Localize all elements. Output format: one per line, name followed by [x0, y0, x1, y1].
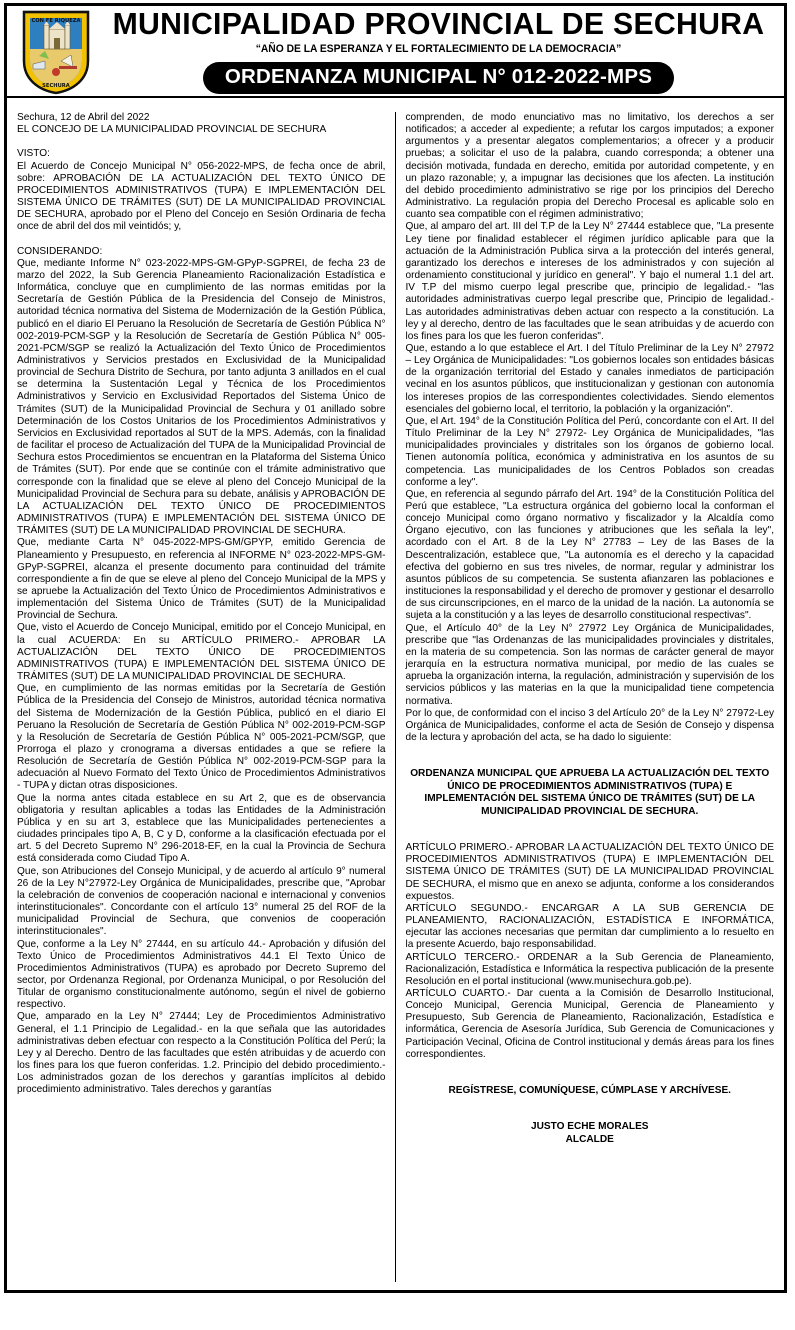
- place-and-date: Sechura, 12 de Abril del 2022: [17, 112, 150, 123]
- visto-heading: VISTO:: [17, 148, 50, 160]
- considerando-paragraph-1: Que, mediante Informe N° 023-2022-MPS-GM-GPyP-SGPREI, de fecha 23 de marzo del 2022, la Sub Gerencia Planeamiento Racionalización Estadística e Informática, concluye que en cumplimiento de las normas emitidas por la Secretaría de Gestión Pública de la Presidencia del Consejo de Ministros, autoridad técnica normativa del Sistema de Modernización de la Gestión Pública, publicó en el diario El Peruano la Resolución de Secretaría de Gestión Pública N° 002-2019-PCM-SGP y la Resolución de Secretaría de Gestión Pública N° 005-2021-PCM/SGP se realizó la Actualización del Texto Único de Procedimientos Administrativos y Servicios prestados en Exclusividad de la Municipalidad provincial de Sechura Distrito de Sechura, por tanto adjunta 3 anillados en el cual se determina la Sustentación Legal y Técnica de los Procedimientos Administrativos y Servicio en Exclusividad Reportados del Sistema Único de Trámites (SUT) de la Municipalidad Provincial de Sechura y 01 anillado sobre Determinación de los Costos Unitarios de los Procedimientos Administrativos y Servicios en Exclusividad reportados al SUT de la MPS. Además, con la finalidad de facilitar el proceso de Actualización del TUPA de la Municipalidad Provincial de Sechura estos Procedimientos se encuentran en la Plataforma del Sistema Único de Trámites (SUT). Por ende que se continúe con el trámite administrativo que corresponde con la finalidad que se eleve al pleno del Concejo Municipal de la Municipalidad Provincial de Sechura para su debate, análisis y APROBACIÓN DE LA ACTUALIZACIÓN DEL TEXTO ÚNICO DE PROCEDIMIENTOS ADMINISTRATIVOS (TUPA) E IMPLEMENTACIÓN DEL SISTEMA ÚNICO DE TRÁMITES (SUT) DE LA MUNICIPALIDAD PROVINCIAL DE SECHURA.: [17, 257, 386, 537]
- visto-paragraph: El Acuerdo de Concejo Municipal N° 056-2022-MPS, de fecha once de abril, sobre: APROBACIÓN DE LA ACTUALIZACIÓN DEL TEXTO ÚNICO DE PROCEDIMIENTOS ADMINISTRATIVOS (TUPA) E IMPLEMENTACIÓN DEL SISTEMA ÚNICO DE TRÁMITES (SUT) DE LA MUNICIPALIDAD PROVINCIAL DE SECHURA, aprobado por el Pleno del Concejo en Sesión Ordinaria de fecha once de abril del dos mil veintidós; y,: [17, 160, 386, 233]
- considerando-paragraph-5: Que la norma antes citada establece en su Art 2, que es de observancia obligatoria y resultan aplicables a todas las Entidades de la Administración Pública y en su art 3, establece que las Municipalidades pertenecientes a ciudades principales tipo A, B, C y D, conforme a la clasificación efectuada por el art. 5 del Decreto Supremo N° 296-2018-EF, en la cual la Provincia de Sechura está considerada como Ciudad Tipo A.: [17, 792, 386, 865]
- signature-role: ALCALDE: [565, 1133, 614, 1145]
- right-paragraph-5: Que, en referencia al segundo párrafo del Art. 194° de la Constitución Política del Perú que establece, "La estructura orgánica del gobierno local la conforman el concejo Municipal como órgano normativo y fiscalizador y la Alcaldía como Órgano ejecutivo, con las funciones y atribuciones que les señala la ley", acordado con el Art. 8 de la Ley N° 27783 – Ley de las Bases de la Descentralización, establece que, "La autonomía es el derecho y la capacidad efectiva del gobierno en sus tres niveles, de normar, regular y administrar los asuntos públicos de su competencia. Se sustenta afianzaren las poblaciones e instituciones la responsabilidad y el derecho de promover y gestionar el desarrollo de sus circunscripciones, en el marco de la unidad de la nación. La autonomía se sujeta a la constitución y a las leyes de desarrollo constitucional respectivas".: [405, 488, 774, 622]
- spacer: [406, 1073, 775, 1085]
- svg-text:SECHURA: SECHURA: [42, 83, 70, 89]
- spacer: [406, 1097, 775, 1109]
- council-heading: EL CONCEJO DE LA MUNICIPALIDAD PROVINCIAL DE SECHURA: [17, 124, 327, 136]
- coat-of-arms-icon: [19, 9, 93, 95]
- spacer: [17, 234, 386, 246]
- spacer: [406, 818, 775, 830]
- header-text-block: [99, 8, 778, 94]
- considerando-paragraph-7: Que, conforme a la Ley N° 27444, en su artículo 44.- Aprobación y difusión del Texto Único de Procedimientos Administrativos 44.1 El Texto Único de Procedimientos Administrativos (TUPA) es aprobado por Decreto Supremo del sector, por Ordenanza Regional, por Ordenanza Municipal, o por Resolución del Titular de organismo constitucionalmente autónomo, según el nivel de gobierno respectivo.: [17, 938, 386, 1011]
- article-tercero: ARTÍCULO TERCERO.- ORDENAR a la Sub Gerencia de Planeamiento, Racionalización, Estadística e Informática la respectiva publicación de la presente Resolución en el portal institucional (www.munisechura.gob.pe).: [405, 951, 774, 987]
- svg-text:CON FE RIQUEZA: CON FE RIQUEZA: [31, 18, 81, 24]
- left-column: [17, 112, 396, 1282]
- considerando-heading: CONSIDERANDO:: [17, 245, 103, 257]
- considerando-paragraph-8: Que, amparado en la Ley N° 27444; Ley de Procedimientos Administrativo General, el 1.1 Principio de Legalidad.- en la que señala que las autoridades administrativas deben efectuar con respecto a la Constitución Política del Perú; la Ley y al Derecho. Dentro de las facultades que estén atribuidas y de acuerdo con los fines para los que fueron conferidas. 1.2. Principio del debido procedimiento.- Los administrados gozan de los derechos y garantías implícitos al debido procedimiento administrativo. Tales derechos y garantías: [17, 1011, 386, 1096]
- page-title: MUNICIPALIDAD PROVINCIAL DE SECHURA: [112, 7, 765, 41]
- article-primero: ARTÍCULO PRIMERO.- APROBAR LA ACTUALIZACIÓN DEL TEXTO ÚNICO DE PROCEDIMIENTOS ADMINISTRATIVOS (TUPA) E IMPLEMENTACIÓN DEL SISTEMA ÚNICO DE TRÁMITES (SUT) DE LA MUNICIPALIDAD PROVINCIAL DE SECHURA, el mismo que en anexo se adjunta, conforme a los considerandos expuestos.: [405, 842, 774, 902]
- ordinance-number-badge: ORDENANZA MUNICIPAL N° 012-2022-MPS: [203, 62, 674, 94]
- document-body: [7, 98, 784, 1290]
- document-page: [4, 3, 787, 1293]
- spacer: [406, 744, 775, 756]
- considerando-paragraph-6: Que, son Atribuciones del Consejo Municipal, y de acuerdo al artículo 9° numeral 26 de la Ley N°27972-Ley Orgánica de Municipalidades, prescribe que, "Aprobar la celebración de convenios de cooperación nacional e internacional y convenios interinstitucionales". Concordante con el artículo 13° numeral 25 del ROF de la municipalidad Provincial de Sechura, que convenios de cooperación interinstitucionales".: [17, 865, 386, 938]
- right-paragraph-6: Que, el Artículo 40° de la Ley N° 27972 Ley Orgánica de Municipalidades, prescribe que "las Ordenanzas de las municipalidades provinciales y distritales, en la materia de su competencia. Son las normas de carácter general de mayor jerarquía en la estructura normativa municipal, por medio de las cuales se aprueba la organización interna, la regulación, administración y supervisión de los servicios públicos y las materias en la que la municipalidad tiene competencia normativa.: [405, 622, 774, 707]
- right-paragraph-4: Que, el Art. 194° de la Constitución Política del Perú, concordante con el Art. II del Título Preliminar de la Ley N° 27972- Ley Orgánica de Municipalidades, "las municipalidades provinciales y distritales son los órganos de gobierno local. Tienen autonomía política, económica y administrativa en los asuntos de su competencia. Las municipalidades de los Centros Poblados son creadas conforme a ley".: [405, 415, 774, 488]
- right-paragraph-2: Que, al amparo del art. III del T.P de la Ley N° 27444 establece que, "La presente Ley tiene por finalidad establecer el régimen jurídico aplicable para que la actuación de la Administración Publica sirva a la protección del interés general, garantizado los derechos e intereses de los administrados y con sujeción al ordenamiento constitucional y jurídico en general". Y bajo el numeral 1.1 del art. IV T.P del mismo cuerpo legal prescribe que, principio de legalidad.- "las autoridades administrativas cuerpo legal prescribe que, Principio de legalidad.- Las autoridades administrativas deben actuar con respecto a la constitución. La ley y al derecho, dentro de las facultades que le sean atribuidas y de acuerdo con los fines para los que les fueron conferidas".: [405, 221, 774, 342]
- article-segundo: ARTÍCULO SEGUNDO.- ENCARGAR A LA SUB GERENCIA DE PLANEAMIENTO, RACIONALIZACIÓN, ESTADÍSTICA E INFORMÁTICA, ejecutar las acciones necesarias que permitan dar cumplimiento a lo resuelto en la presente Acuerdo, bajo responsabilidad.: [405, 902, 774, 951]
- spacer: [406, 1109, 775, 1121]
- year-motto: “AÑO DE LA ESPERANZA Y EL FORTALECIMIENTO DE LA DEMOCRACIA”: [255, 43, 622, 56]
- spacer: [406, 1061, 775, 1073]
- article-cuarto: ARTÍCULO CUARTO.- Dar cuenta a la Comisión de Desarrollo Institucional, Concejo Municipal, Gerencia Municipal, Gerencia de Planeamiento y Presupuesto, Sub Gerencia de Planeamiento, Racionalización, Estadística e informática, Gerencia de Asesoría Jurídica, Sub Gerencia de Comunicaciones y Participación Vecinal, Oficina de Control institucional y demás áreas para los fines correspondientes.: [405, 988, 774, 1060]
- spacer: [406, 756, 775, 768]
- signature-name: JUSTO ECHE MORALES: [530, 1121, 649, 1133]
- two-column-layout: [17, 112, 774, 1282]
- right-paragraph-1: comprenden, de modo enunciativo mas no limitativo, los derechos a ser notificados; a acceder al expediente; a refutar los cargos imputados; a exponer argumentos y a presentar alegatos complementarios; a ofrecer y a producir pruebas; a solicitar el uso de la palabra, cuando corresponda; a obtener una decisión motivada, fundada en derecho, emitida por autoridad competente, y en un plazo razonable; y, a impugnar las decisiones que los afecten. La institución del debido procedimiento administrativo se rige por los principios del Derecho Administrativo. La regulación propia del Derecho Procesal es aplicable solo en cuanto sea compatible con el régimen administrativo;: [405, 112, 774, 221]
- right-paragraph-3: Que, estando a lo que establece el Art. I del Título Preliminar de la Ley N° 27972 – Ley Orgánica de Municipalidades: "Los gobiernos locales son entidades básicas de la organización territorial del Estado y canales inmediatos de participación vecinal en los asuntos públicos, que institucionalizan y gestionan con autonomía los intereses propios de las correspondientes colectividades. Siendo elementos esenciales del gobierno local, el territorio, la población y la organización".: [405, 342, 774, 415]
- right-column: [396, 112, 775, 1282]
- document-header: [7, 6, 784, 98]
- spacer: [17, 136, 386, 148]
- considerando-paragraph-3: Que, visto el Acuerdo de Concejo Municipal, emitido por el Concejo Municipal, en la cual ACUERDA: En su ARTÍCULO PRIMERO.- APROBAR LA ACTUALIZACIÓN DEL TEXTO ÚNICO DE PROCEDIMIENTOS ADMINISTRATIVOS (TUPA) E IMPLEMENTACIÓN DEL SISTEMA ÚNICO DE TRÁMITES (SUT) DE LA MUNICIPALIDAD PROVINCIAL DE SECHURA.: [17, 622, 386, 683]
- ordinance-badge-wrap: [99, 62, 778, 94]
- right-paragraph-7: Por lo que, de conformidad con el inciso 3 del Artículo 20° de la Ley N° 27972-Ley Orgánica de Municipalidades, conforme el acta de Sesión de Consejo y dispensa de la lectura y aprobación del acta, se ha dado lo siguiente:: [405, 707, 774, 743]
- considerando-paragraph-2: Que, mediante Carta N° 045-2022-MPS-GM/GPYP, emitido Gerencia de Planeamiento y Presupuesto, en referencia al INFORME N° 023-2022-MPS-GM-GPyP-SGPREI, alcanza el presente documento para continuidad del trámite correspondiente a fin de que se eleve al pleno del Concejo Municipal de la MPS y se apruebe la Actualización del Texto Único de Procedimientos Administrativos e implementación del Sistema Único de Trámites (SUT) de la Municipalidad Provincial de Sechura.: [17, 537, 386, 622]
- considerando-paragraph-4: Que, en cumplimiento de las normas emitidas por la Secretaría de Gestión Pública de la Presidencia del Consejo de Ministros, autoridad técnica normativa del Sistema de Modernización de la Gestión Pública, publicó en el diario El Peruano la Resolución de Secretaría de Gestión Pública N° 002-2019-PCM-SGP y la Resolución de Secretaría de Gestión Pública N° 005-2021-PCM/SGP, que Prorroga el plazo y cronograma a diversas entidades a que se refiere la Resolución de Secretaría de Gestión Pública N° 002-2019-PCM-SGP para la adecuación al Nuevo Formato del Texto Único de Procedimientos Administrativos - TUPA y dictan otras disposiciones.: [17, 683, 386, 792]
- resolution-title: ORDENANZA MUNICIPAL QUE APRUEBA LA ACTUALIZACIÓN DEL TEXTO ÚNICO DE PROCEDIMIENTOS ADMINISTRATIVOS (TUPA) E IMPLEMENTACIÓN DEL SISTEMA ÚNICO DE TRÁMITES (SUT) DE LA MUNICIPALIDAD PROVINCIAL DE SECHURA.: [410, 768, 770, 817]
- spacer: [406, 830, 775, 842]
- closing-formula: REGÍSTRESE, COMUNÍQUESE, CÚMPLASE Y ARCHÍVESE.: [448, 1085, 731, 1097]
